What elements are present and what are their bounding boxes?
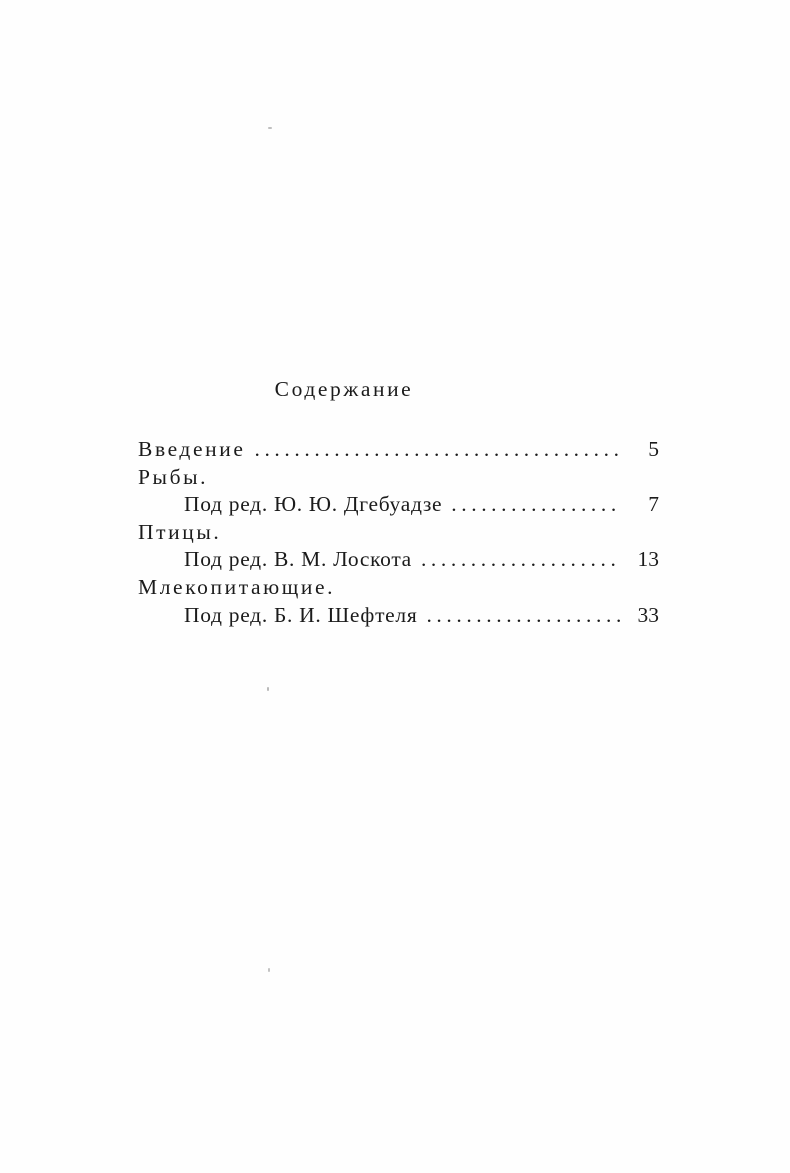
dot-leader [412,546,621,574]
toc-entry-label: Птицы. [138,519,222,544]
dot-leader [417,602,621,630]
dot-leader [442,491,621,519]
toc-entry-label: Введение [138,437,246,461]
toc-entry-label: Под ред. Б. И. Шефтеля [184,602,418,627]
toc-entry-label: Млекопитающие. [138,574,336,599]
toc-entry-page-number: 5 [648,437,659,461]
scan-speck [268,968,270,972]
toc-entry-page-number: 33 [637,602,659,627]
toc-entry-page-number: 13 [637,547,659,572]
toc-entry-page-number: 7 [648,492,659,517]
scan-speck [268,127,272,129]
toc-entry [138,491,659,519]
toc-entry-label: Под ред. Ю. Ю. Дгебуадзе [184,492,443,517]
toc-entry-label: Рыбы. [138,464,209,489]
toc-entries [138,436,659,629]
toc-entry [138,464,659,492]
toc-entry [138,546,659,574]
toc-entry [138,436,659,464]
scan-speck [267,687,269,691]
table-of-contents [138,376,659,629]
toc-entry-label: Под ред. В. М. Лоскота [184,547,412,572]
toc-entry [138,519,659,547]
toc-title: Содержание [274,377,414,401]
toc-entry [138,574,659,602]
dot-leader [245,436,621,464]
toc-entry [138,602,659,630]
